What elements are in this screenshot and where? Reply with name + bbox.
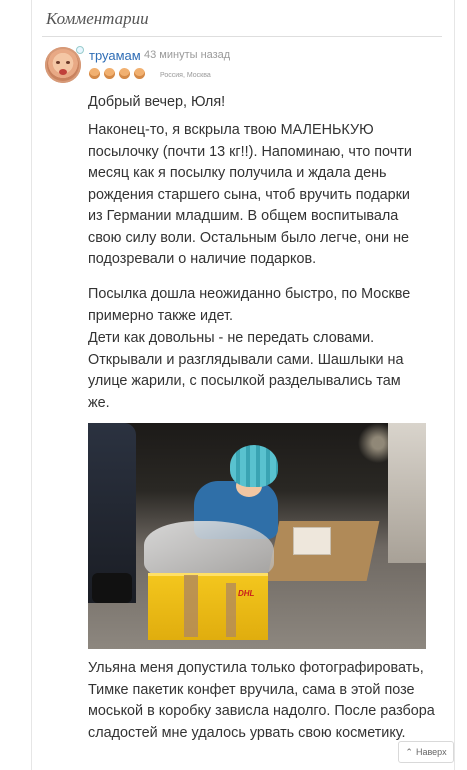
section-title: Комментарии bbox=[46, 9, 149, 28]
child-badge-icon bbox=[134, 68, 145, 79]
photo-tape bbox=[184, 575, 198, 637]
avatar-eye bbox=[66, 61, 70, 64]
comment-paragraph: Дети как довольны - не передать словами. Открывали и разглядывали сами. Шашлыки на улице жарили, с посылкой разделывались там же. bbox=[88, 330, 404, 411]
comment-paragraph: Ульяна меня допустила только фотографировать, Тимке пакетик конфет вручила, сама в этой позе моськой в коробку зависла надолго. После разбора сладостей мне удалось урвать свою косметику. bbox=[88, 660, 435, 741]
photo-parcel-box bbox=[148, 573, 268, 640]
comment-greeting: Добрый вечер, Юля! bbox=[88, 94, 226, 110]
chevron-up-icon: ⌃ bbox=[405, 746, 413, 757]
scroll-top-label: Наверх bbox=[415, 747, 447, 757]
scroll-top-button[interactable] bbox=[398, 741, 454, 763]
comment-paragraph: Наконец-то, я вскрыла твою МАЛЕНЬКУЮ посылочку (почти 13 кг!!). Напоминаю, что почти месяц как я посылку получила и ждала день рождения старшего сына, чтоб вручить подарки из Германии младшим. В общем воспитывала свою силу воли. Остальным было легче, они не подозревали о наличие подарков. bbox=[88, 122, 412, 267]
child-badge-icon bbox=[119, 68, 130, 79]
comment-time: 43 минуты назад bbox=[144, 49, 231, 61]
photo-boots bbox=[92, 573, 132, 603]
photo-child-hat bbox=[230, 445, 278, 487]
comment-author[interactable]: труамам bbox=[89, 48, 141, 63]
photo-tape bbox=[226, 583, 236, 637]
photo-box-logo: DHL bbox=[238, 589, 255, 598]
avatar[interactable] bbox=[45, 47, 81, 83]
photo-plastic-bag bbox=[144, 521, 274, 581]
comment-paragraph: Посылка дошла неожиданно быстро, по Москве примерно также идет. bbox=[88, 286, 411, 324]
comment-photo[interactable] bbox=[88, 423, 426, 649]
photo-paper-box bbox=[293, 527, 331, 555]
avatar-mouth bbox=[59, 69, 67, 75]
avatar-eye bbox=[56, 61, 60, 64]
comment-location: Россия, Москва bbox=[160, 72, 211, 79]
child-badge-icon bbox=[89, 68, 100, 79]
child-badge-icon bbox=[104, 68, 115, 79]
photo-background-wall bbox=[388, 423, 426, 563]
status-icon bbox=[76, 46, 84, 54]
achievement-badges bbox=[89, 68, 145, 79]
section-divider bbox=[42, 36, 442, 37]
